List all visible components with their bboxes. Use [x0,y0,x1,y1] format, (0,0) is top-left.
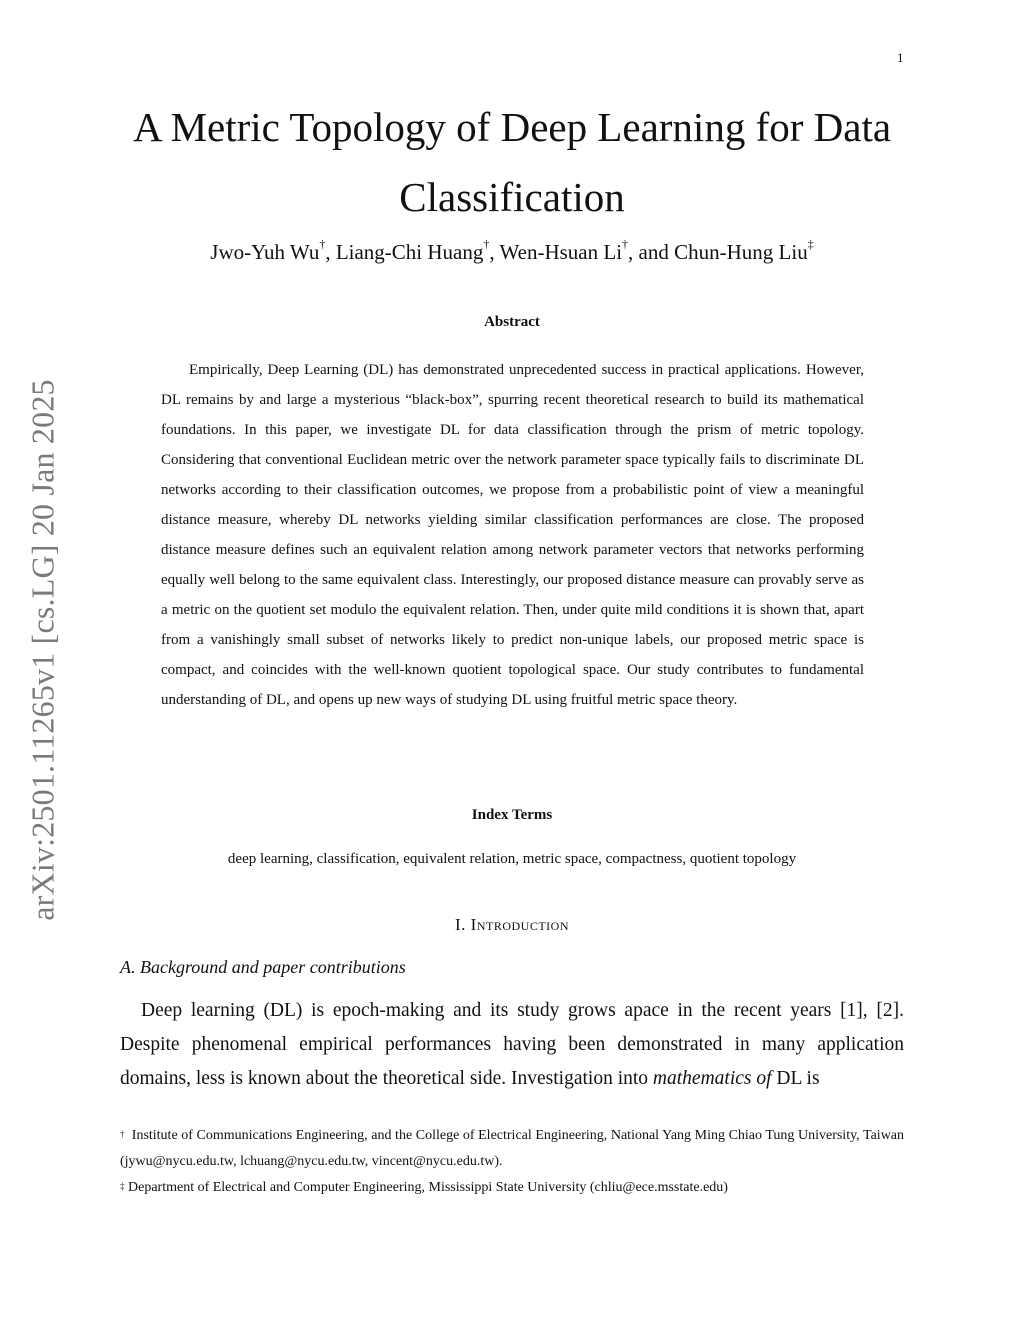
author-separator: , [325,240,336,264]
paragraph-text: Deep learning (DL) is epoch-making and its study grows apace in the recent years [1], [2]. Despite phenomenal empirical performances having been demonstrated in many application domains, less is known about the theoretical side. Investigation into [120,1000,904,1089]
author-name: Chun-Hung Liu [674,240,808,264]
author-name: Jwo-Yuh Wu [210,240,320,264]
author-name: Liang-Chi Huang [335,240,484,264]
author-separator: , [489,240,500,264]
page-number: 1 [897,50,904,65]
abstract-heading: Abstract [484,314,540,330]
index-terms-list: deep learning, classification, equivalent relation, metric space, compactness, quotient topology [227,851,797,867]
footnote-mark: † [120,1129,125,1139]
author-list [112,237,912,265]
author-affiliation-mark: † [319,237,326,251]
author-name: Wen-Hsuan Li [499,240,623,264]
section-heading-introduction: I. Introduction [455,915,569,934]
author-affiliation-mark: ‡ [807,237,814,251]
abstract-text: Empirically, Deep Learning (DL) has demonstrated unprecedented success in practical applications. However, DL remains by and large a mysterious “black-box”, spurring recent theoretical research to build its mathematical foundations. In this paper, we investigate DL for data classification through the prism of metric topology. Considering that conventional Euclidean metric over the network parameter space typically fails to discriminate DL networks according to their classification outcomes, we propose from a probabilistic point of view a meaningful distance measure, whereby DL networks yielding similar classification performances are close. The proposed distance measure defines such an equivalent relation among network parameter vectors that networks performing equally well belong to the same equivalent class. Interestingly, our proposed distance measure can provably serve as a metric on the quotient set modulo the equivalent relation. Then, under quite mild conditions it is shown that, apart from a vanishingly small subset of networks likely to predict non-unique labels, our proposed metric space is compact, and coincides with the well-known quotient topological space. Our study contributes to fundamental understanding of DL, and opens up new ways of studying DL using fruitful metric space theory. [161,362,864,708]
footnotes [120,1123,904,1201]
arxiv-identifier-stamp: arXiv:2501.11265v1 [cs.LG] 20 Jan 2025 [24,379,61,921]
subsection-heading: A. Background and paper contributions [120,957,406,977]
author-separator: , and [628,240,675,264]
footnote-mark: ‡ [120,1181,125,1191]
paragraph-text: DL is [771,1068,820,1089]
paragraph-emphasis: mathematics of [652,1068,772,1089]
introduction-paragraph [120,994,904,1096]
author-affiliation-mark: † [622,237,629,251]
footnote-text: Institute of Communications Engineering, and the College of Electrical Engineering, National Yang Ming Chiao Tung University, Taiwan (jywu@nycu.edu.tw, lchuang@nycu.edu.tw, vincent@nycu.edu.tw). [120,1128,905,1169]
paper-title: A Metric Topology of Deep Learning for Data Classification [132,104,892,220]
footnote-text: Department of Electrical and Computer Engineering, Mississippi State University (chliu@ece.msstate.edu) [128,1180,728,1195]
footnote [120,1123,904,1175]
index-terms-heading: Index Terms [471,807,553,823]
author-affiliation-mark: † [483,237,490,251]
footnote [120,1175,904,1201]
